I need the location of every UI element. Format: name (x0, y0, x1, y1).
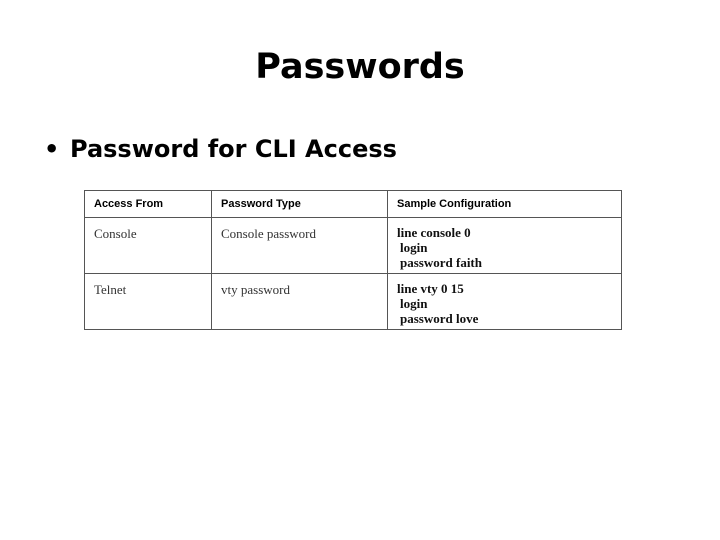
table-header-row (85, 191, 622, 218)
config-line: login (400, 296, 428, 311)
table-row (85, 274, 622, 330)
table-row (85, 218, 622, 274)
header-sample-configuration: Sample Configuration (388, 191, 622, 218)
bullet-item (44, 133, 397, 165)
config-line: login (400, 240, 428, 255)
password-config-table (84, 190, 622, 330)
bullet-dot: • (44, 135, 60, 163)
config-line: password love (400, 311, 479, 326)
bullet-text: Password for CLI Access (70, 135, 397, 163)
cell-password-type: Console password (212, 218, 388, 274)
cell-access-from: Console (85, 218, 212, 274)
header-access-from: Access From (85, 191, 212, 218)
config-line: line vty 0 15 (397, 281, 464, 296)
cell-password-type: vty password (212, 274, 388, 330)
header-password-type: Password Type (212, 191, 388, 218)
cell-access-from: Telnet (85, 274, 212, 330)
config-line: line console 0 (397, 225, 471, 240)
cell-sample-configuration (388, 274, 622, 330)
cell-sample-configuration (388, 218, 622, 274)
slide-title: Passwords (255, 47, 465, 87)
config-line: password faith (400, 255, 482, 270)
